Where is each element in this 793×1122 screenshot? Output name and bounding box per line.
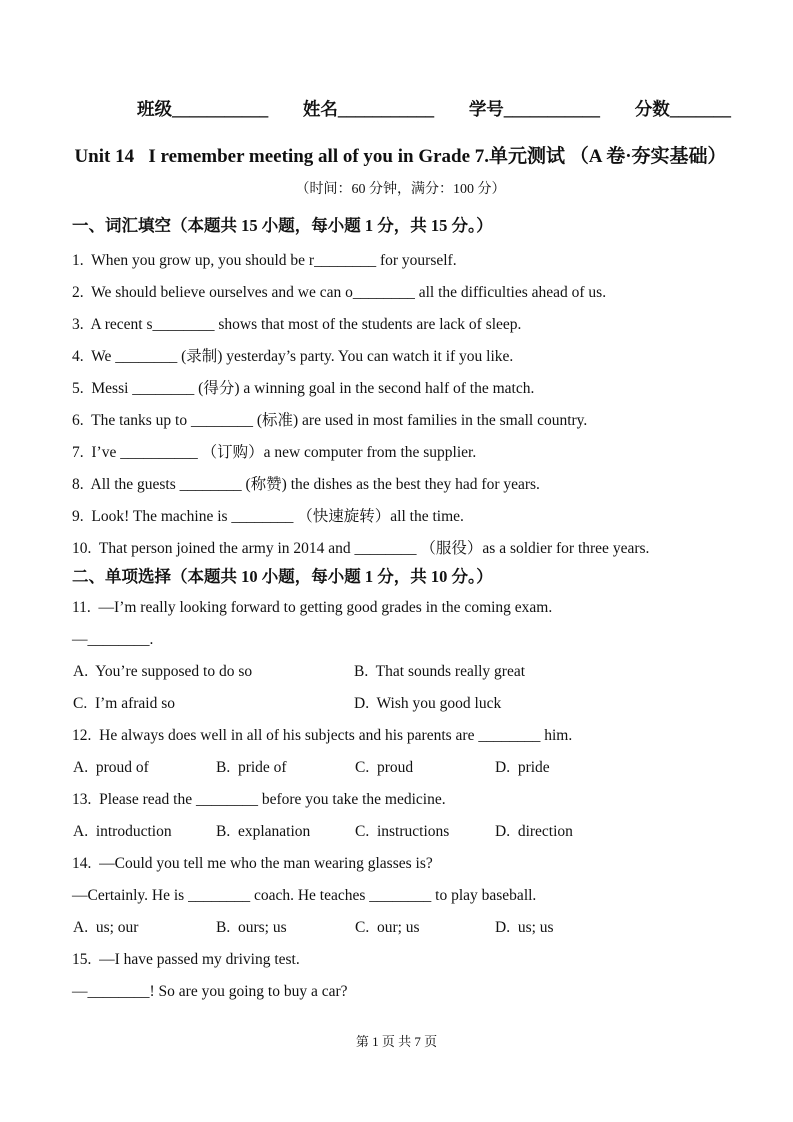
question-3: 3. A recent s________ shows that most of the students are lack of sleep. — [72, 316, 522, 333]
question-10: 10. That person joined the army in 2014 and ________ （服役）as a soldier for three years. — [72, 540, 650, 557]
question-8: 8. All the guests ________ (称赞) the dishes as the best they had for years. — [72, 476, 540, 493]
question-13-option-b: B. explanation — [216, 823, 311, 840]
header-fill-in-line — [137, 98, 731, 120]
page-content — [72, 98, 729, 1008]
question-2: 2. We should believe ourselves and we can o________ all the difficulties ahead of us. — [72, 284, 607, 301]
question-15-reply: —________! So are you going to buy a car? — [72, 983, 348, 1000]
question-4: 4. We ________ (录制) yesterday’s party. You can watch it if you like. — [72, 348, 514, 365]
question-5: 5. Messi ________ (得分) a winning goal in the second half of the match. — [72, 380, 535, 397]
name-field: 姓名___________ — [302, 99, 435, 119]
question-14-option-a: A. us; our — [73, 919, 139, 936]
question-11-stem: 11. —I’m really looking forward to getting good grades in the coming exam. — [72, 599, 553, 616]
score-field: 分数_______ — [634, 99, 731, 119]
question-14-option-b: B. ours; us — [216, 919, 287, 936]
question-15-stem: 15. —I have passed my driving test. — [72, 951, 300, 968]
question-11-options-row-2 — [72, 688, 729, 720]
question-12-stem: 12. He always does well in all of his subjects and his parents are ________ him. — [72, 727, 573, 744]
question-11-option-a: A. You’re supposed to do so — [73, 663, 253, 680]
question-12-option-b: B. pride of — [216, 759, 287, 776]
question-11-options-row-1 — [72, 656, 729, 688]
exam-time-score-info: （时间：60 分钟，满分：100 分） — [295, 182, 506, 197]
question-14-stem: 14. —Could you tell me who the man wearing glasses is? — [72, 855, 433, 872]
question-11-option-d: D. Wish you good luck — [354, 695, 502, 712]
page-number: 第 1 页 共 7 页 — [355, 1034, 438, 1049]
question-14-option-c: C. our; us — [355, 919, 420, 936]
question-14-option-d: D. us; us — [495, 919, 554, 936]
question-13-stem: 13. Please read the ________ before you take the medicine. — [72, 791, 446, 808]
question-13-option-c: C. instructions — [355, 823, 450, 840]
question-13-option-a: A. introduction — [73, 823, 172, 840]
question-14-reply: —Certainly. He is ________ coach. He teaches ________ to play baseball. — [72, 887, 537, 904]
question-12-option-d: D. pride — [495, 759, 550, 776]
question-13-option-d: D. direction — [495, 823, 573, 840]
question-11-option-c: C. I’m afraid so — [73, 695, 176, 712]
question-11-reply-blank: —________. — [72, 631, 154, 648]
question-12-option-a: A. proud of — [73, 759, 149, 776]
question-9: 9. Look! The machine is ________ （快速旋转）all the time. — [72, 508, 464, 525]
section2-heading: 二、单项选择（本题共 10 小题，每小题 1 分，共 10 分。） — [72, 567, 493, 586]
question-11-option-b: B. That sounds really great — [354, 663, 526, 680]
question-12-options-row — [72, 752, 729, 784]
question-14-options-row — [72, 912, 729, 944]
question-13-options-row — [72, 816, 729, 848]
student-id-field: 学号___________ — [468, 99, 601, 119]
question-6: 6. The tanks up to ________ (标准) are used in most families in the small country. — [72, 412, 588, 429]
question-1: 1. When you grow up, you should be r________ for yourself. — [72, 252, 457, 269]
section1-questions — [72, 245, 729, 565]
page-title: Unit 14 I remember meeting all of you in Grade 7.单元测试 （A 卷·夯实基础） — [74, 146, 727, 167]
question-7: 7. I’ve __________ （订购）a new computer from the supplier. — [72, 444, 477, 461]
question-12-option-c: C. proud — [355, 759, 414, 776]
section1-heading: 一、词汇填空（本题共 15 小题，每小题 1 分，共 15 分。） — [72, 216, 493, 235]
section2-questions — [72, 592, 729, 1008]
class-field: 班级___________ — [137, 99, 269, 119]
